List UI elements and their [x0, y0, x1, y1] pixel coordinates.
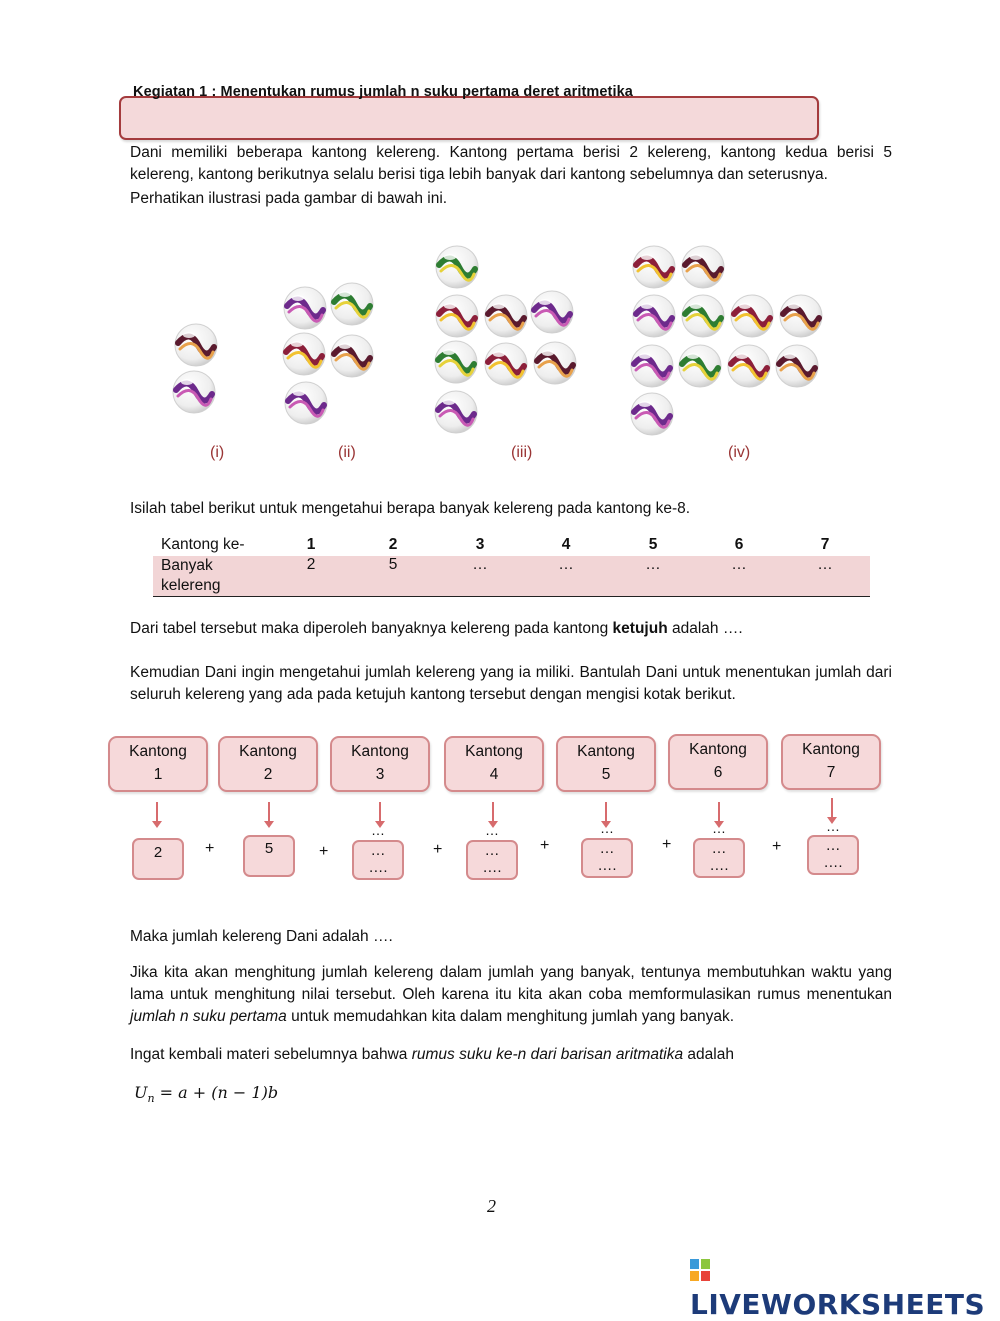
- plus-sign: +: [772, 838, 782, 855]
- recall-sentence: Ingat kembali materi sebelumnya bahwa rumus suku ke-n dari barisan aritmatika adalah: [130, 1046, 734, 1063]
- marble-icon: [435, 341, 477, 383]
- table-header-cell: 7: [820, 536, 830, 553]
- page-number: 2: [487, 1196, 496, 1216]
- table-header-cell: 4: [561, 536, 571, 553]
- logo-blocks-icon: [690, 1259, 710, 1281]
- down-arrow-icon: [831, 798, 833, 818]
- figure-label-ii: (ii): [338, 444, 356, 461]
- figure-label-iv: (iv): [728, 444, 751, 461]
- figure-label-iii: (iii): [511, 444, 533, 461]
- marble-icon: [331, 335, 373, 377]
- table-header-cell: 3: [475, 536, 485, 553]
- table-header-cell: 6: [734, 536, 744, 553]
- long-paragraph: Jika kita akan menghitung jumlah kelereng dalam jumlah yang banyak, tentunya membutuhkan waktu yang lama untuk menghitung nilai tersebut. Oleh karena itu kita akan coba memformulasikan rumus menentukan jumlah n suku pertama untuk memudahkan kita dalam menghitung jumlah yang banyak.: [130, 964, 892, 1025]
- down-arrow-icon: [718, 802, 720, 822]
- marble-icon: [435, 391, 477, 433]
- table-value-row: [153, 556, 870, 597]
- value-top-dots: …: [826, 818, 840, 834]
- marble-icon: [284, 287, 326, 329]
- table-header-cell: 5: [648, 536, 658, 553]
- table-value-cell[interactable]: …: [731, 556, 747, 573]
- marble-icon: [728, 345, 770, 387]
- marble-icon: [631, 393, 673, 435]
- sum-intro-paragraph: Kemudian Dani ingin mengetahui jumlah kelereng yang ia miliki. Bantulah Dani untuk menentukan jumlah dari seluruh kelereng yang ada pada ketujuh kantong tersebut dengan mengisi kotak berikut.: [130, 664, 892, 703]
- marble-icon: [776, 345, 818, 387]
- plus-sign: +: [205, 840, 215, 857]
- down-arrow-icon: [268, 802, 270, 822]
- marble-icon: [173, 371, 215, 413]
- marble-icon: [331, 283, 373, 325]
- bag-box-4: Kantong 4: [444, 736, 544, 792]
- value-box-2[interactable]: 5: [243, 835, 295, 877]
- table-value-cell[interactable]: 5: [388, 556, 398, 573]
- table-value-cell[interactable]: …: [645, 556, 661, 573]
- marbles-illustration: [0, 230, 1000, 470]
- value-box-1[interactable]: 2: [132, 838, 184, 880]
- marble-icon: [633, 295, 675, 337]
- figure-label-i: (i): [210, 444, 225, 461]
- marble-icon: [485, 343, 527, 385]
- liveworksheets-logo: LIVEWORKSHEETS: [690, 1255, 1000, 1321]
- marble-icon: [631, 345, 673, 387]
- marble-icon: [731, 295, 773, 337]
- table-header-cell: 1: [306, 536, 316, 553]
- table-header-cell: 2: [388, 536, 398, 553]
- marble-icon: [682, 246, 724, 288]
- value-top-dots: …: [600, 820, 614, 836]
- marble-icon: [780, 295, 822, 337]
- down-arrow-icon: [156, 802, 158, 822]
- intro-paragraph: Dani memiliki beberapa kantong kelereng. Kantong pertama berisi 2 kelereng, kantong kedua berisi 5 kelereng, kantong berikutnya selalu berisi tiga lebih banyak dari kantong sebelumnya dan seterusnya.: [130, 144, 892, 183]
- marble-icon: [633, 246, 675, 288]
- observe-text: Perhatikan ilustrasi pada gambar di bawah ini.: [130, 190, 448, 207]
- table-header-label: Kantong ke-: [161, 536, 245, 553]
- marble-icon: [283, 333, 325, 375]
- nth-term-formula: $U_n = a + (n - 1)b$: [134, 1083, 279, 1106]
- marble-icon: [436, 246, 478, 288]
- table-value-cell[interactable]: …: [558, 556, 574, 573]
- plus-sign: +: [319, 843, 329, 860]
- marble-group: [173, 246, 822, 435]
- plus-sign: +: [433, 841, 443, 858]
- bag-box-7: Kantong 7: [781, 734, 881, 790]
- value-box-3[interactable]: … ….: [352, 840, 404, 880]
- bag-box-6: Kantong 6: [668, 734, 768, 790]
- value-top-dots: …: [485, 822, 499, 838]
- marble-icon: [682, 295, 724, 337]
- marble-icon: [285, 382, 327, 424]
- bag-box-1: Kantong 1: [108, 736, 208, 792]
- bag-box-2: Kantong 2: [218, 736, 318, 792]
- down-arrow-icon: [605, 802, 607, 822]
- heading-box: [119, 96, 819, 140]
- table-row-label: Banyak kelereng: [161, 557, 221, 594]
- marble-icon: [485, 295, 527, 337]
- total-sentence: Maka jumlah kelereng Dani adalah ….: [130, 928, 393, 945]
- value-top-dots: …: [712, 820, 726, 836]
- table-value-cell[interactable]: …: [817, 556, 833, 573]
- value-box-6[interactable]: … ….: [693, 838, 745, 878]
- down-arrow-icon: [379, 802, 381, 822]
- marble-icon: [436, 295, 478, 337]
- marble-icon: [679, 345, 721, 387]
- table-header-row: [153, 534, 870, 556]
- marble-icon: [534, 342, 576, 384]
- marble-icon: [175, 324, 217, 366]
- marble-icon: [531, 291, 573, 333]
- bag-box-5: Kantong 5: [556, 736, 656, 792]
- plus-sign: +: [540, 837, 550, 854]
- table-value-cell[interactable]: …: [472, 556, 488, 573]
- value-box-4[interactable]: … ….: [466, 840, 518, 880]
- plus-sign: +: [662, 836, 672, 853]
- result-sentence: Dari tabel tersebut maka diperoleh banyaknya kelereng pada kantong ketujuh adalah ….: [130, 620, 743, 637]
- bag-box-3: Kantong 3: [330, 736, 430, 792]
- down-arrow-icon: [492, 802, 494, 822]
- activity-heading: Kegiatan 1 : Menentukan rumus jumlah n suku pertama deret aritmetika: [133, 84, 633, 100]
- value-top-dots: …: [371, 822, 385, 838]
- fill-instruction: Isilah tabel berikut untuk mengetahui berapa banyak kelereng pada kantong ke-8.: [130, 500, 691, 517]
- marble-table: [153, 534, 870, 597]
- table-value-cell[interactable]: 2: [306, 556, 316, 573]
- value-box-5[interactable]: … ….: [581, 838, 633, 878]
- value-box-7[interactable]: … ….: [807, 835, 859, 875]
